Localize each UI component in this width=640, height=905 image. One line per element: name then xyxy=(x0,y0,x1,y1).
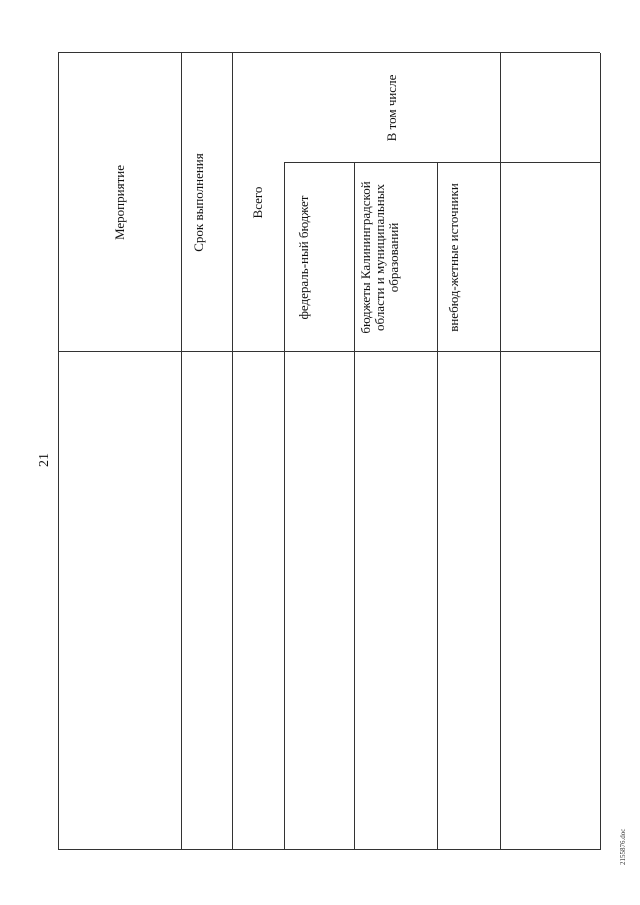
header-term: Срок выполнения xyxy=(191,153,206,252)
header-extrabudget: внебюд-жетные источники xyxy=(446,183,461,332)
footer-filename: 2155876.doc xyxy=(619,828,627,865)
header-federal: федераль-ный бюджет xyxy=(296,195,311,320)
grid-h-6 xyxy=(500,53,501,850)
grid-h-7 xyxy=(600,53,601,850)
grid-v-left xyxy=(58,849,600,850)
page-number: 21 xyxy=(37,453,52,467)
header-including: В том числе xyxy=(384,74,399,142)
header-total: Всего xyxy=(250,186,265,219)
header-measure: Мероприятие xyxy=(112,165,127,240)
header-regional: бюджеты Калининградской области и муниципальных образований xyxy=(358,181,401,334)
